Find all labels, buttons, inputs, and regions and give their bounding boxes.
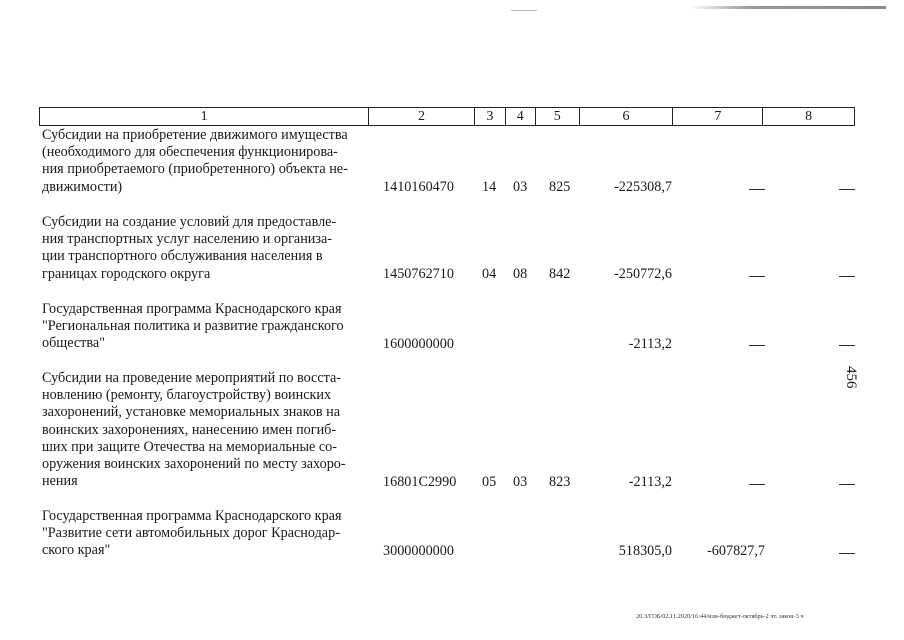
row-3-name-line: общества": [42, 335, 105, 352]
row-4-name-line: новлению (ремонту, благоустройству) воинских: [42, 387, 332, 404]
row-1-name-line: (необходимого для обеспечения функционирова-: [42, 144, 338, 161]
row-1-amount-7-dash: [749, 189, 765, 190]
row-2-name-line: ния транспортных услуг населению и организа-: [42, 231, 333, 248]
column-header-5: 5: [536, 108, 580, 125]
column-header-4: 4: [506, 108, 536, 125]
row-2-name-line: Субсидии на создание условий для предоставле-: [42, 214, 337, 230]
row-4-name-line: оружения воинских захоронений по месту захоро-: [42, 456, 346, 473]
row-4-section: 05: [482, 474, 497, 490]
row-2-code: 1450762710: [383, 266, 454, 282]
column-header-1: 1: [40, 108, 369, 125]
row-3-amount-8-dash: [839, 345, 855, 346]
row-5-name-line: Государственная программа Краснодарского края: [42, 508, 342, 524]
row-1-name-line: Субсидии на приобретение движимого имущества: [42, 127, 348, 143]
row-3-name-line: Государственная программа Краснодарского края: [42, 301, 342, 317]
row-4-name-line: воинских захоронениях, нанесению имен погиб-: [42, 421, 337, 438]
row-1-section: 14: [482, 179, 497, 195]
row-2-name: [42, 214, 368, 283]
row-4-kind: 823: [549, 474, 571, 490]
row-2-subsection: 08: [513, 266, 528, 282]
row-4-amount-8-dash: [839, 484, 855, 485]
row-1-amount-8-dash: [839, 189, 855, 190]
row-2-amount: -250772,6: [614, 266, 672, 282]
scan-edge-shadow: [690, 6, 886, 9]
column-header-2: 2: [369, 108, 475, 125]
row-1-name-line: движимости): [42, 178, 123, 195]
row-4-subsection: 03: [513, 474, 528, 490]
column-header-6: 6: [580, 108, 674, 125]
row-4-amount-7-dash: [749, 484, 765, 485]
row-5-name-line: ского края": [42, 542, 111, 559]
row-4-name-line: Субсидии на проведение мероприятий по восста-: [42, 370, 342, 386]
row-4-name-line: захоронений, установке мемориальных знаков на: [42, 404, 340, 421]
row-1-name: [42, 127, 368, 196]
row-4-code: 16801С2990: [383, 474, 457, 490]
row-3-name-line: "Региональная политика и развитие гражданского: [42, 318, 344, 335]
row-1-amount: -225308,7: [614, 179, 672, 195]
row-2-amount-8-dash: [839, 276, 855, 277]
row-3-code: 1600000000: [383, 336, 454, 352]
row-5-amount-7: -607827,7: [707, 543, 765, 559]
row-3-amount-7-dash: [749, 345, 765, 346]
row-5-amount-8-dash: [839, 553, 855, 554]
row-3-amount: -2113,2: [628, 336, 672, 352]
row-2-kind: 842: [549, 266, 571, 282]
row-5-name: [42, 508, 368, 560]
row-1-name-line: ния приобретаемого (приобретенного) объекта не-: [42, 161, 348, 178]
row-1-code: 1410160470: [383, 179, 454, 195]
scan-speck: [511, 10, 537, 11]
column-header-3: 3: [475, 108, 506, 125]
row-5-amount: 518305,0: [618, 543, 672, 559]
row-1-subsection: 03: [513, 179, 528, 195]
column-header-8: 8: [805, 109, 813, 124]
column-header-7: 7: [673, 108, 763, 125]
row-4-name: [42, 370, 368, 490]
row-4-name-line: ших при защите Отечества на мемориальные со-: [42, 438, 338, 455]
table-header-row: [39, 107, 855, 126]
row-2-name-line: границах городского округа: [42, 265, 211, 282]
row-4-amount: -2113,2: [628, 474, 672, 490]
footer-file-reference: 20.3/ГОБ/02.11.2020/16:44/изм-бюджет-октябрь-2 чт. закон-3 ч: [636, 613, 804, 620]
row-3-name: [42, 301, 368, 353]
row-2-section: 04: [482, 266, 497, 282]
row-1-kind: 825: [549, 179, 571, 195]
row-2-amount-7-dash: [749, 276, 765, 277]
row-2-name-line: ции транспортного обслуживания населения в: [42, 248, 323, 265]
row-5-name-line: "Развитие сети автомобильных дорог Краснодар-: [42, 525, 340, 542]
row-5-code: 3000000000: [383, 543, 454, 559]
page-number: 456: [843, 366, 859, 389]
row-4-name-line: нения: [42, 473, 78, 490]
